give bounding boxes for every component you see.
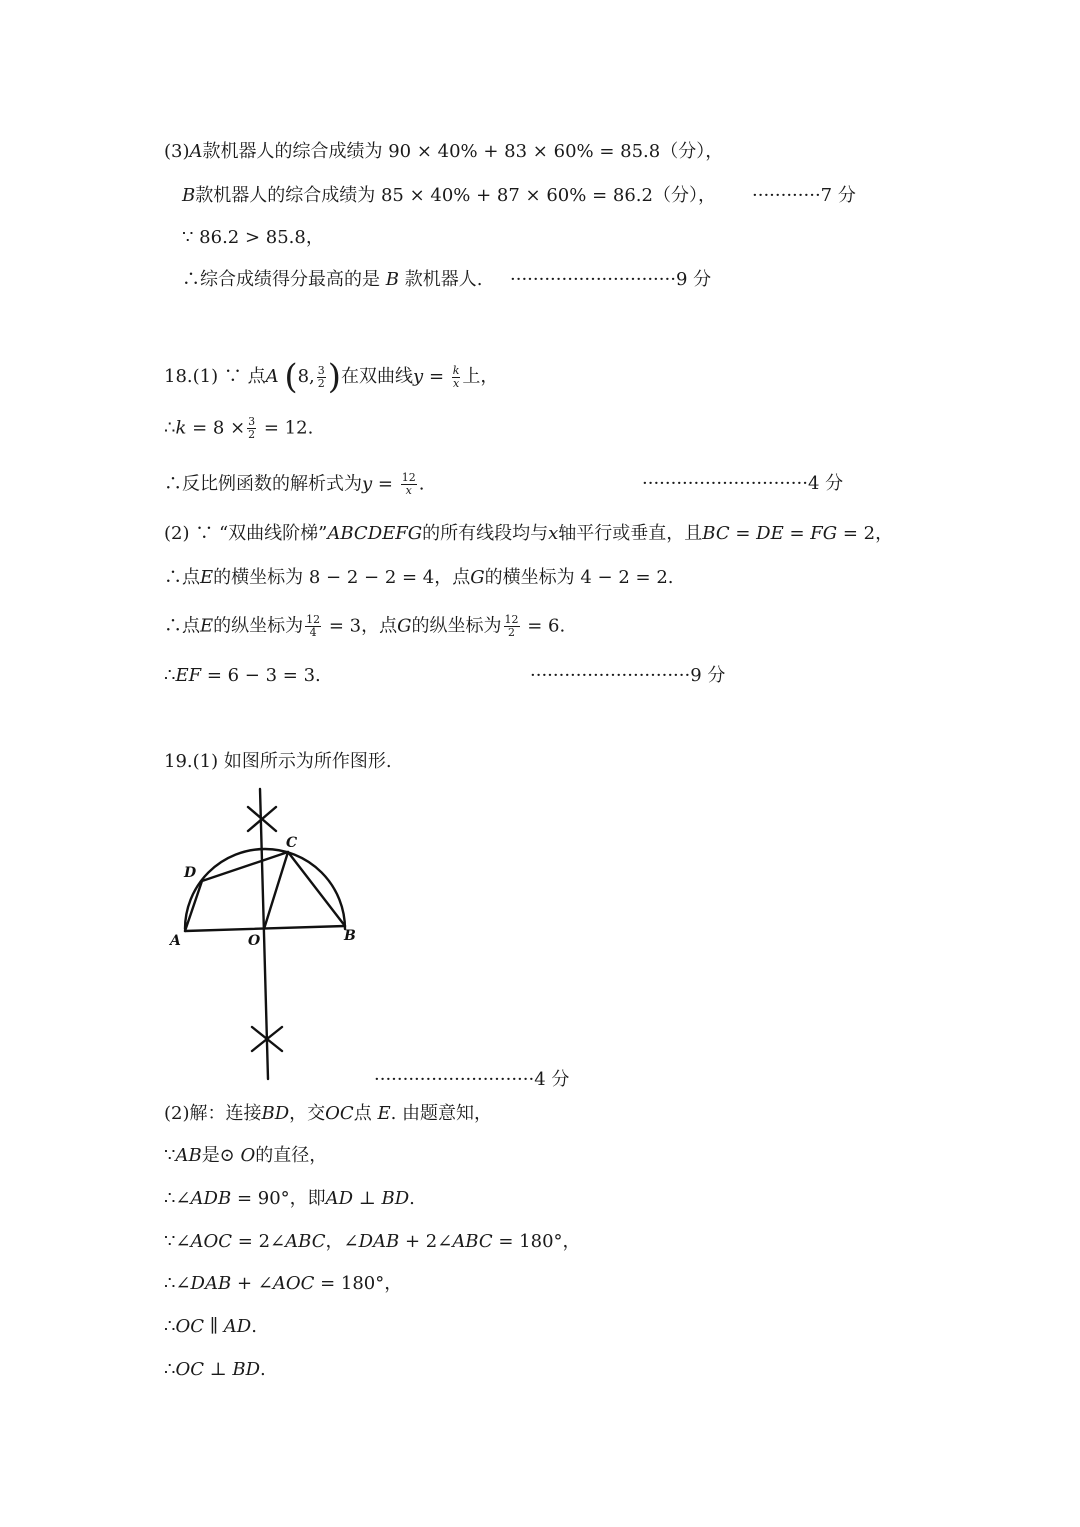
var-BD: BD: [381, 1188, 410, 1209]
var-DE: DE: [756, 523, 784, 544]
line-text: = 12.: [258, 417, 314, 439]
line-text: ∴点: [164, 567, 200, 588]
q18-line-6: [164, 614, 565, 638]
score-label: 9 分: [675, 269, 712, 290]
var-x: x: [548, 523, 559, 544]
var-EF: EF: [175, 665, 202, 686]
therefore: ∴: [164, 417, 176, 439]
line-text: = 8 ×: [186, 417, 246, 439]
var-A: A: [265, 366, 279, 387]
var-O: O: [240, 1145, 256, 1166]
var-BC: BC: [702, 523, 730, 544]
var-DAB: DAB: [190, 1273, 232, 1294]
q19-line-3: [164, 1144, 327, 1168]
q18-line-4: [164, 522, 893, 546]
line-text: 款机器人的综合成绩为 85 × 40% + 87 × 60% = 86.2（分），: [195, 185, 716, 206]
line-text: = 2，: [837, 523, 894, 544]
construction-figure: [160, 785, 400, 1085]
numerator: 3: [317, 363, 325, 377]
perp: ⊥: [353, 1188, 382, 1209]
var-B: B: [385, 269, 399, 290]
line-text: ∴点: [164, 615, 200, 637]
fraction: [452, 365, 461, 390]
score-label: 4 分: [534, 1069, 570, 1090]
line-text: 的纵坐标为: [213, 615, 304, 637]
line-text: = 180°，: [492, 1231, 581, 1252]
score-dots: ····························: [374, 1069, 535, 1090]
var-E: E: [200, 615, 214, 637]
q18-line-3: [164, 472, 424, 496]
var-AOC: AOC: [272, 1273, 315, 1294]
q18-line-2: [164, 416, 313, 440]
numerator: 12: [306, 613, 321, 626]
q19-line-7: [164, 1315, 257, 1339]
fraction: [504, 614, 520, 639]
line-text: 在双曲线: [341, 366, 414, 387]
therefore: ∴: [164, 1359, 176, 1380]
q19-line-5: [164, 1230, 581, 1254]
var-k: k: [175, 417, 187, 439]
var-y: y: [413, 366, 424, 387]
numerator: k: [452, 363, 460, 377]
line-text: 的直径，: [255, 1145, 328, 1166]
q19-line-8: [164, 1358, 266, 1382]
var-E: E: [200, 567, 214, 588]
point-coordinates: ( 8, $\frac{3}{2}$ ): [284, 357, 342, 397]
line-text: . 由题意知，: [390, 1103, 493, 1124]
question-number: 19.: [164, 751, 193, 772]
line-text: (2) ∵ “双曲线阶梯”: [164, 523, 328, 544]
line-text: 款机器人的综合成绩为 90 × 40% + 83 × 60% = 85.8（分），: [202, 141, 724, 162]
line-text: ∵∠: [164, 1231, 191, 1252]
score-label: 9 分: [690, 665, 726, 686]
denominator: 2: [508, 626, 516, 639]
score-dots: ·····························: [510, 269, 676, 290]
label-B: B: [344, 928, 356, 944]
var-G: G: [470, 567, 485, 588]
line-text: 是⊙: [201, 1145, 235, 1166]
label-D: D: [184, 865, 197, 881]
therefore: ∴: [164, 1316, 176, 1337]
line-text: ∴综合成绩得分最高的是: [182, 269, 380, 290]
var-E: E: [377, 1103, 391, 1124]
line-text: = 6 − 3 = 3.: [201, 665, 321, 686]
perp: ⊥: [203, 1359, 233, 1380]
label-C: C: [286, 835, 298, 851]
line-text: + ∠: [231, 1273, 273, 1294]
var-AOC: AOC: [190, 1231, 233, 1252]
segment-OC: [264, 852, 288, 929]
segment-CB: [288, 852, 345, 926]
q18-line-5: [164, 566, 674, 590]
equals: =: [729, 523, 757, 544]
line-text: .: [409, 1188, 415, 1209]
line-text: ，交: [289, 1103, 326, 1124]
line-text: (1) ∵ 点: [192, 366, 266, 387]
var-AB: AB: [175, 1145, 202, 1166]
denominator: 2: [317, 376, 325, 390]
q17-line-3: [182, 226, 324, 250]
score-7: [752, 184, 856, 208]
part-label: (3): [164, 141, 190, 162]
fraction: [305, 614, 321, 639]
var-G: G: [397, 615, 412, 637]
line-text: 款机器人.: [404, 269, 483, 290]
var-AD: AD: [223, 1316, 252, 1337]
line-text: .: [418, 473, 425, 495]
score-9: [530, 664, 725, 688]
equals: =: [783, 523, 811, 544]
equals: =: [372, 473, 399, 495]
numerator: 3: [248, 415, 256, 428]
score-dots: ····························: [530, 665, 691, 686]
q18-line-1: [164, 357, 499, 397]
line-text: ∴∠: [164, 1188, 191, 1209]
var-OC: OC: [325, 1103, 354, 1124]
because: ∵: [164, 1145, 176, 1166]
line-text: ∴∠: [164, 1273, 191, 1294]
line-text: (1) 如图所示为所作图形.: [192, 751, 392, 772]
var-BD: BD: [261, 1103, 290, 1124]
line-text: = 3，点: [323, 615, 398, 637]
score-4: [642, 472, 843, 496]
fraction: [247, 416, 256, 441]
equals: =: [423, 366, 450, 387]
q18-line-7: [164, 664, 321, 688]
line-text: = 90°，即: [231, 1188, 326, 1209]
score-label: 4 分: [807, 473, 844, 494]
numerator: 12: [504, 613, 519, 626]
fraction: [317, 365, 326, 390]
denominator: x: [452, 376, 460, 390]
var-ABC: ABC: [452, 1231, 493, 1252]
var-OC: OC: [175, 1316, 204, 1337]
line-text: + 2∠: [399, 1231, 453, 1252]
q19-line-4: [164, 1187, 415, 1211]
line-text: ，∠: [325, 1231, 359, 1252]
var-B: B: [182, 185, 196, 206]
line-text: .: [251, 1316, 257, 1337]
line-text: = 2∠: [232, 1231, 286, 1252]
line-text: 上，: [462, 366, 499, 387]
line-text: ∵ 86.2 > 85.8，: [182, 227, 324, 248]
q19-line-1: [164, 750, 392, 774]
line-text: 的所有线段均与: [422, 523, 549, 544]
var-ABC: ABC: [285, 1231, 326, 1252]
line-text: = 180°，: [314, 1273, 403, 1294]
q17-line-2: [182, 184, 716, 208]
var-ADB: ADB: [190, 1188, 232, 1209]
line-text: = 6.: [521, 615, 566, 637]
denominator: 2: [248, 428, 256, 441]
line-text: (2)解：连接: [164, 1103, 262, 1124]
label-A: A: [170, 933, 181, 949]
numerator: 12: [401, 471, 416, 484]
score-dots: ·····························: [642, 473, 808, 494]
parallel: ∥: [203, 1316, 224, 1337]
denominator: x: [405, 484, 412, 497]
denominator: 4: [309, 626, 317, 639]
score-label: 7 分: [820, 185, 856, 206]
var-AD: AD: [325, 1188, 354, 1209]
line-text: 点: [353, 1103, 372, 1124]
line-text: 轴平行或垂直，且: [558, 523, 703, 544]
score-dots: ············: [752, 185, 821, 206]
var-y: y: [362, 473, 373, 495]
q19-line-2: [164, 1102, 492, 1126]
coord-x: 8,: [297, 366, 315, 387]
score-9: [510, 268, 711, 292]
q19-line-6: [164, 1272, 402, 1296]
score-4: [374, 1068, 569, 1092]
var-OC: OC: [175, 1359, 204, 1380]
therefore: ∴: [164, 665, 176, 686]
q17-line-4: [182, 268, 482, 292]
line-text: 的纵坐标为: [411, 615, 502, 637]
var-FG: FG: [810, 523, 838, 544]
line-text: 的横坐标为 4 − 2 = 2.: [484, 567, 674, 588]
fraction: [401, 472, 417, 497]
var-BD: BD: [232, 1359, 261, 1380]
q17-line-1: [164, 140, 723, 164]
var-A: A: [189, 141, 203, 162]
line-text: 的横坐标为 8 − 2 − 2 = 4，点: [213, 567, 471, 588]
question-number: 18.: [164, 366, 193, 387]
var-ABCDEFG: ABCDEFG: [327, 523, 423, 544]
line-text: .: [260, 1359, 266, 1380]
line-text: ∴反比例函数的解析式为: [164, 473, 362, 495]
label-O: O: [248, 933, 261, 949]
var-DAB: DAB: [358, 1231, 400, 1252]
